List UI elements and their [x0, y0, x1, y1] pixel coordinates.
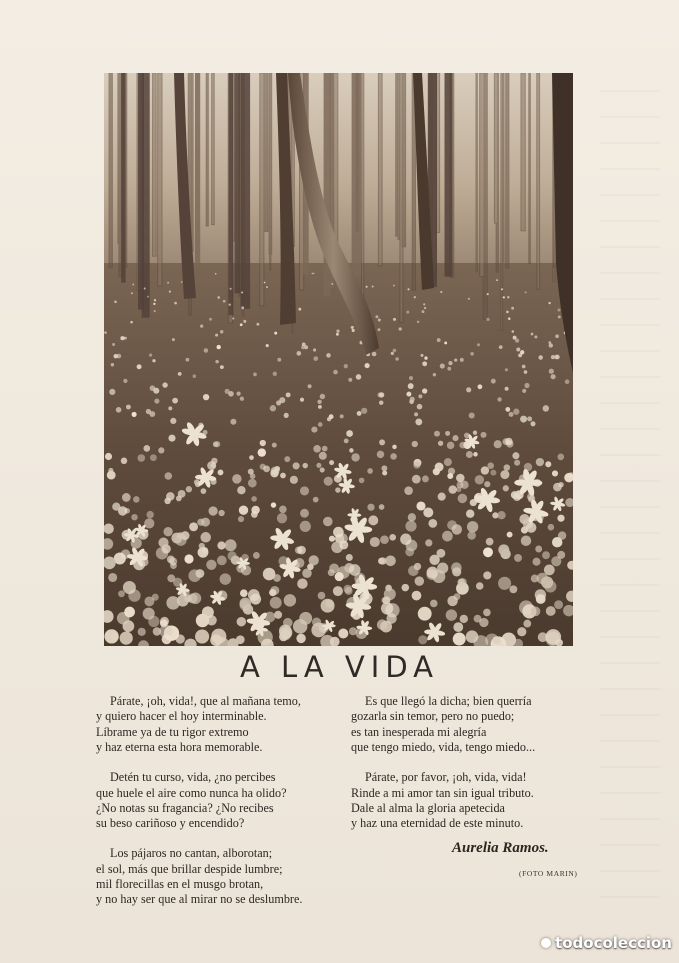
poem-line: que huele el aire como nunca ha olido?: [96, 785, 287, 800]
poem-line: gozarla sin temor, pero no puedo;: [351, 709, 515, 724]
poem-line: que tengo miedo, vida, tengo miedo...: [351, 740, 536, 755]
poem-line: mil florecillas en el musgo brotan,: [96, 877, 264, 892]
poem-line: y no hay ser que al mirar no se deslumbre.: [96, 892, 303, 907]
stanza: [351, 770, 581, 832]
stanza: [96, 846, 358, 908]
poem-line: Los pájaros no cantan, alborotan;: [110, 846, 273, 861]
poem-right-column: [351, 694, 581, 846]
poem-line: y haz una eternidad de este minuto.: [351, 816, 524, 831]
poem-line: Es que llegó la dicha; bien querría: [365, 694, 532, 708]
poem-line: Líbrame ya de tu rigor extremo: [96, 724, 249, 739]
poem-line: Párate, ¡oh, vida!, que al mañana temo,: [110, 694, 301, 708]
poem-line: y haz eterna esta hora memorable.: [96, 740, 263, 755]
stanza: [351, 694, 581, 756]
poem-line: Rinde a mi amor tan sin igual tributo.: [351, 785, 534, 800]
watermark-text: todocoleccion: [555, 934, 672, 952]
author-signature: Aurelia Ramos.: [452, 840, 549, 856]
watermark: [472, 930, 672, 956]
poem-left-column: [96, 694, 358, 922]
poem-line: ¿No notas su fragancia? ¿No recibes: [96, 800, 274, 815]
watermark-logo-icon: [541, 938, 551, 948]
poem-line: Dale al alma la gloria apetecida: [351, 800, 505, 815]
paper-bleed-through: [600, 90, 660, 910]
poem-line: el sol, más que brillar despide lumbre;: [96, 861, 283, 876]
forest-photograph: [104, 73, 573, 646]
photo-credit: (FOTO MARIN): [519, 869, 578, 878]
poem-line: su beso cariñoso y encendido?: [96, 816, 245, 831]
poem-line: es tan inesperada mi alegría: [351, 724, 487, 739]
poem-line: y quiero hacer el hoy interminable.: [96, 709, 267, 724]
poem-line: Párate, por favor, ¡oh, vida, vida!: [365, 770, 527, 785]
stanza: [96, 694, 358, 756]
poem-title: A LA VIDA: [240, 650, 439, 684]
poem-line: Detén tu curso, vida, ¿no percibes: [110, 770, 276, 785]
stanza: [96, 770, 358, 832]
